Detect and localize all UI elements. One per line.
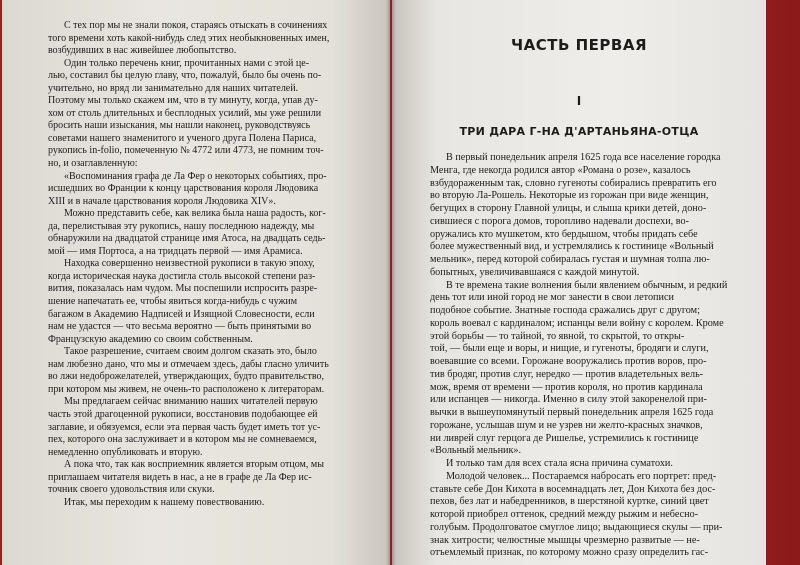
right-page-text: [430, 152, 748, 560]
text-line: Менга, где некогда родился автор «Романа о розе», казалось: [430, 164, 691, 176]
text-line: Поэтому мы только скажем им, что в ту минуту, когда, упав ду-: [48, 95, 318, 107]
text-line: XIII и в начале царствования короля Людовика XIV».: [48, 195, 276, 207]
left-page-text: [48, 20, 366, 509]
text-line: день тот или иной город не мог занести в свои летописи: [430, 292, 674, 304]
text-line: вычки в вышеупомянутый первый понедельник апреля 1625 года: [430, 407, 714, 418]
text-line: Итак, мы переходим к нашему повествованию.: [64, 496, 265, 508]
text-line: хом от столь длительных и бесплодных усилий, мы уже решили: [48, 107, 322, 119]
text-line: Молодой человек... Постараемся набросать его портрет: пред-: [446, 470, 717, 482]
text-line: когда историческая наука достигла столь высокой степени раз-: [48, 270, 316, 282]
text-line: подобное событие. Знатные господа сражались друг с другом;: [430, 305, 700, 316]
text-line: А пока что, так как восприемник является вторым отцом, мы: [64, 459, 324, 471]
chapter-number: I: [576, 94, 582, 108]
text-line: тив бродяг, против слуг, нередко — против владетельных вель-: [430, 368, 704, 380]
text-line: Находка совершенно неизвестной рукописи в такую эпоху,: [64, 258, 315, 270]
text-line: И только там для всех стала ясна причина суматохи.: [446, 458, 673, 469]
text-line: нам любезно дано, что мы и отмечаем здесь, дабы гласно уличить: [48, 358, 329, 370]
text-line: при котором мы живем, не очень-то расположено к литераторам.: [48, 383, 325, 395]
text-line: бросить наши изыскания, мы нашли наконец, руководствуясь: [48, 120, 311, 132]
text-line: вития, показалась нам чудом. Мы поспешили испросить разре-: [48, 283, 318, 295]
text-line: взбудораженным так, словно гугеноты собирались превратить его: [430, 177, 717, 189]
text-line: багажом в Академию Надписей и Изящной Словесности, если: [48, 308, 315, 320]
text-line: во вторую Ла-Рошель. Некоторые из горожан при виде женщин,: [430, 190, 709, 202]
book-gutter: [386, 0, 396, 565]
text-line: точник своего удовольствия или скуки.: [48, 484, 215, 496]
text-line: оружались кто мушкетом, кто бердышом, чтобы придать себе: [430, 228, 698, 240]
text-line: более мужественный вид, и устремлялись к гостинице «Вольный: [430, 241, 714, 253]
text-line: учительно, но вряд ли занимательно для наших читателей.: [48, 82, 299, 94]
text-line: мой — имя Портоса, а на тридцать первой — имя Арамиса.: [48, 245, 303, 257]
text-line: голубым. Продолговатое смуглое лицо; выдающиеся скулы — при-: [430, 521, 723, 533]
text-line: которой приобрел оттенок, средний между рыжим и небесно-: [430, 509, 699, 520]
text-line: знак хитрости; челюстные мышцы чрезмерно развитые — не-: [430, 534, 700, 546]
text-line: Можно представить себе, как велика была наша радость, ког-: [64, 208, 326, 220]
text-line: «Воспоминания графа де Ла Фер о некоторых событиях, про-: [64, 170, 327, 182]
text-line: С тех пор мы не знали покоя, стараясь отыскать в сочинениях: [64, 20, 328, 31]
text-line: приглашаем читателя видеть в нас, а не в графе де Ла Фер ис-: [48, 471, 312, 483]
text-line: обнаружили на двадцатой странице имя Атоса, на двадцать седь-: [48, 233, 326, 245]
text-line: мож, время от времени — против короля, но против кардинала: [430, 381, 703, 393]
text-line: «Вольный мельник».: [430, 445, 522, 457]
text-line: мельник», перед которой собиралась густая и шумная толпа лю-: [430, 254, 710, 265]
text-line: Такое разрешение, считаем своим долгом сказать это, было: [64, 346, 317, 358]
text-line: лью, составил бы целую главу, что, пожалуй, было бы очень по-: [48, 70, 322, 82]
text-line: воевавшие со всеми. Горожане вооружались против воров, про-: [430, 356, 707, 367]
text-line: немедленно опубликовать и вторую.: [48, 446, 203, 458]
left-page: [2, 0, 390, 565]
right-page: [392, 0, 766, 565]
text-line: бегущих в сторону Главной улицы, и слыша крики детей, доно-: [430, 203, 707, 214]
text-line: Мы предлагаем сейчас вниманию наших читателей первую: [64, 396, 318, 408]
text-line: В первый понедельник апреля 1625 года все население городка: [446, 152, 721, 163]
text-line: заглавие, и обязуемся, если эта первая часть будет иметь тот ус-: [48, 421, 321, 433]
text-line: Один только перечень книг, прочитанных нами с этой це-: [64, 57, 310, 69]
text-line: да, перелистывая эту рукопись, нашу последнюю надежду, мы: [48, 220, 315, 232]
text-line: или испанцев — никогда. Именно в силу этой закоренелой при-: [430, 394, 707, 406]
text-line: часть этой драгоценной рукописи, восстановив подобающее ей: [48, 408, 318, 420]
text-line: пехов, без лат и набедренников, в шерстяной куртке, синий цвет: [430, 496, 709, 508]
text-line: той, — были еще и воры, и нищие, и гугеноты, бродяги и слуги,: [430, 343, 709, 355]
text-line: сившиеся с порога домов, торопливо надевали доспехи, во-: [430, 215, 689, 227]
text-line: ни ливрей слуг герцога де Ришелье, устремились к гостинице: [430, 432, 699, 444]
text-line: советами нашего знаменитого и ученого друга Полена Париса,: [48, 132, 317, 144]
text-line: исшедших во Франции к концу царствования короля Людовика: [48, 183, 319, 195]
text-line: шение напечатать ее, чтобы явиться когда-нибудь с чужим: [48, 296, 298, 308]
text-line: этой борьбы — то тайной, то явной, то скрытой, то откры-: [430, 330, 685, 342]
text-line: ставьте себе Дон Кихота в восемнадцать лет, Дон Кихота без дос-: [430, 483, 716, 495]
text-line: бопытных, увеличивавшаяся с каждой минутой.: [430, 266, 640, 278]
text-line: возбудивших в нас живейшее любопытство.: [48, 45, 237, 57]
text-line: но, и озаглавленную:: [48, 158, 138, 170]
text-line: отъемлемый признак, по которому можно сразу определить гас-: [430, 547, 709, 559]
text-line: рукопись in-folio, помеченную № 4772 или 4773, не помним точ-: [48, 145, 324, 157]
text-line: горожане, услышав шум и не узрев ни желто-красных значков,: [430, 419, 703, 431]
text-line: пех, которого она заслуживает и в котором мы не сомневаемся,: [48, 434, 317, 446]
part-title: ЧАСТЬ ПЕРВАЯ: [510, 36, 647, 54]
text-line: во лжи недоброжелателей, утверждающих, будто правительство,: [48, 371, 324, 383]
text-line: В те времена такие волнения были явлением обычным, и редкий: [446, 279, 728, 291]
text-line: Французскую академию со своим собственным.: [48, 333, 253, 345]
chapter-title: ТРИ ДАРА Г-НА Д'АРТАНЬЯНА-ОТЦА: [459, 125, 699, 138]
text-line: того времени хоть какой-нибудь след этих необыкновенных имен,: [48, 32, 330, 44]
text-line: король воевал с кардиналом; испанцы вели войну с королем. Кроме: [430, 317, 724, 329]
text-line: нам не удастся — что весьма вероятно — быть принятыми во: [48, 321, 312, 333]
